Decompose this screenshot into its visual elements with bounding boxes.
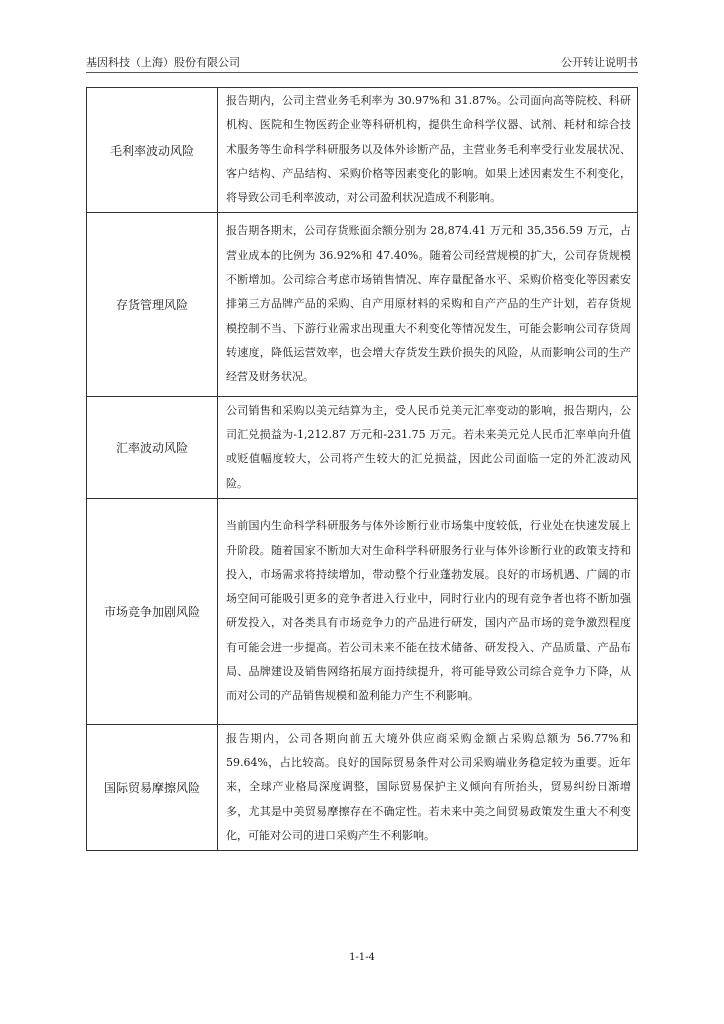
risk-row-exchange-rate xyxy=(87,397,638,499)
risk-description: 当前国内生命科学科研服务与体外诊断行业市场集中度较低，行业处在快速发展上升阶段。随着国家不断加大对生命科学科研服务行业与体外诊断行业的政策支持和投入，市场需求将持续增加，带动整个行业蓬勃发展。良好的市场机遇、广阔的市场空间可能吸引更多的竞争者进入行业中，同时行业内的现有竞争者也将不断加强研发投入，对各类具有市场竞争力的产品进行研发，国内产品市场的竞争激烈程度有可能会进一步提高。若公司未来不能在技术储备、研发投入、产品质量、产品布局、品牌建设及销售网络拓展方面持续提升，将可能导致公司综合竞争力下降，从而对公司的产品销售规模和盈利能力产生不利影响。 xyxy=(218,499,638,725)
risk-row-gross-margin xyxy=(87,88,638,213)
risk-description: 报告期内，公司主营业务毛利率为 30.97%和 31.87%。公司面向高等院校、科研机构、医院和生物医药企业等科研机构，提供生命科学仪器、试剂、耗材和综合技术服务等生命科学科研服务以及体外诊断产品，主营业务毛利率受行业发展状况、客户结构、产品结构、采购价格等因素变化的影响。如果上述因素发生不利变化，将导致公司毛利率波动，对公司盈利状况造成不利影响。 xyxy=(218,88,638,213)
risk-row-market-competition xyxy=(87,499,638,725)
risk-name: 汇率波动风险 xyxy=(87,397,218,499)
risk-name: 市场竞争加剧风险 xyxy=(87,499,218,725)
risk-description: 报告期各期末，公司存货账面余额分别为 28,874.41 万元和 35,356.59 万元，占营业成本的比例为 36.92%和 47.40%。随着公司经营规模的扩大，公司存货规模不断增加。公司综合考虑市场销售情况、库存量配备水平、采购价格变化等因素安排第三方品牌产品的采购、自产用原材料的采购和自产产品的生产计划，若存货规模控制不当、下游行业需求出现重大不利变化等情况发生，可能会影响公司存货周转速度，降低运营效率，也会增大存货发生跌价损失的风险，从而影响公司的生产经营及财务状况。 xyxy=(218,213,638,397)
document-title: 公开转让说明书 xyxy=(561,56,638,69)
risk-name: 存货管理风险 xyxy=(87,213,218,397)
company-name: 基因科技（上海）股份有限公司 xyxy=(86,56,240,69)
page-header xyxy=(86,50,638,73)
risk-description: 报告期内，公司各期向前五大境外供应商采购金额占采购总额为 56.77%和 59.64%，占比较高。良好的国际贸易条件对公司采购端业务稳定较为重要。近年来，全球产业格局深度调整，国际贸易保护主义倾向有所抬头，贸易纠纷日渐增多，尤其是中美贸易摩擦存在不确定性。若未来中美之间贸易政策发生重大不利变化，可能对公司的进口采购产生不利影响。 xyxy=(218,725,638,851)
risk-row-inventory xyxy=(87,213,638,397)
risk-row-trade-friction xyxy=(87,725,638,851)
page-number: 1-1-4 xyxy=(349,952,375,963)
risk-name: 国际贸易摩擦风险 xyxy=(87,725,218,851)
risk-table xyxy=(86,87,638,851)
risk-name: 毛利率波动风险 xyxy=(87,88,218,213)
risk-description: 公司销售和采购以美元结算为主，受人民币兑美元汇率变动的影响，报告期内，公司汇兑损益为-1,212.87 万元和-231.75 万元。若未来美元兑人民币汇率单向升值或贬值幅度较大，公司将产生较大的汇兑损益，因此公司面临一定的外汇波动风险。 xyxy=(218,397,638,499)
